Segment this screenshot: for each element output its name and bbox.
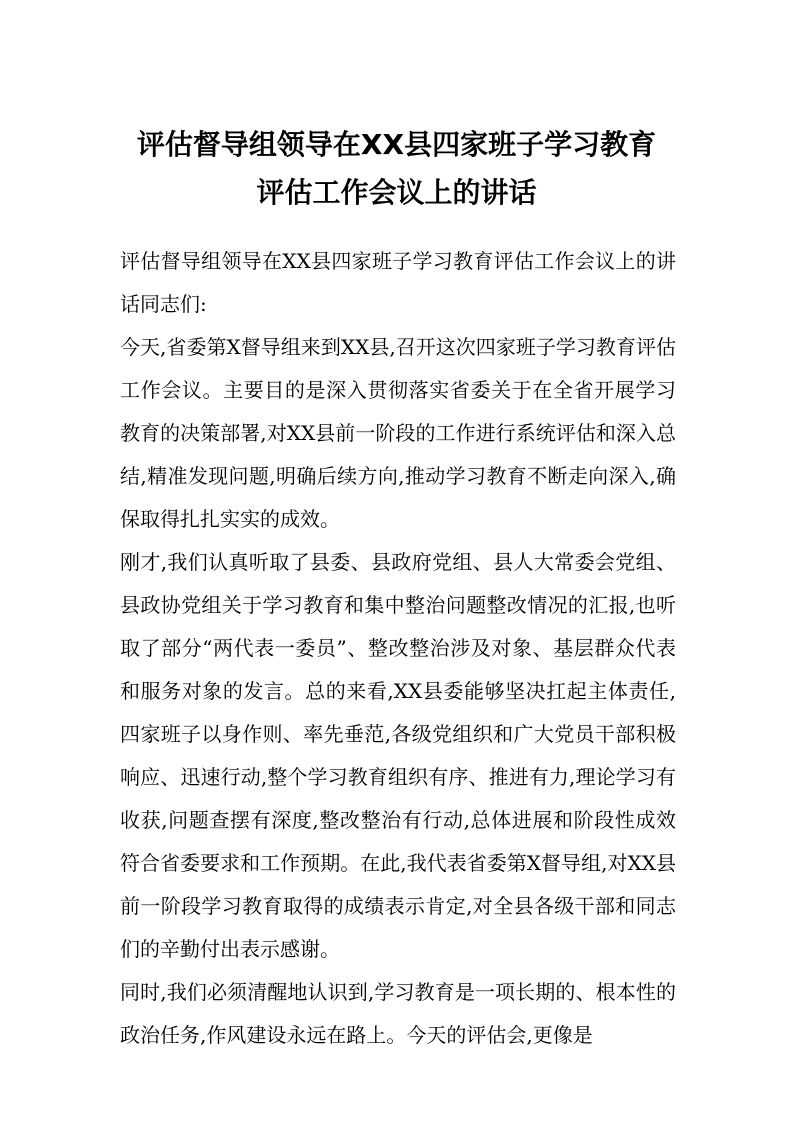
paragraph-reminder: 同时,我们必须清醒地认识到,学习教育是一项长期的、根本性的政治任务,作风建设永远在路上。今天的评估会,更像是	[120, 980, 676, 1047]
document-title-line-1: 评估督导组领导在XX县四家班子学习教育	[136, 128, 657, 161]
document-title-line-2: 评估工作会议上的讲话	[256, 176, 537, 209]
document-body	[120, 240, 676, 1057]
paragraph-purpose: 今天,省委第X督导组来到XX县,召开这次四家班子学习教育评估工作会议。主要目的是深入贯彻落实省委关于在全省开展学习教育的决策部署,对XX县前一阶段的工作进行系统评估和深入总结,精准发现问题,明确后续方向,推动学习教育不断走向深入,确保取得扎扎实实的成效。	[120, 335, 676, 531]
paragraph-assessment: 刚才,我们认真听取了县委、县政府党组、县人大常委会党组、县政协党组关于学习教育和集中整治问题整改情况的汇报,也听取了部分“两代表一委员”、整改整治涉及对象、基层群众代表和服务对象的发言。总的来看,XX县委能够坚决扛起主体责任,四家班子以身作则、率先垂范,各级党组织和广大党员干部积极响应、迅速行动,整个学习教育组织有序、推进有力,理论学习有收获,问题查摆有深度,整改整治有行动,总体进展和阶段性成效符合省委要求和工作预期。在此,我代表省委第X督导组,对XX县前一阶段学习教育取得的成绩表示肯定,对全县各级干部和同志们的辛勤付出表示感谢。	[120, 550, 676, 961]
paragraph-intro: 评估督导组领导在XX县四家班子学习教育评估工作会议上的讲话同志们:	[120, 249, 676, 316]
